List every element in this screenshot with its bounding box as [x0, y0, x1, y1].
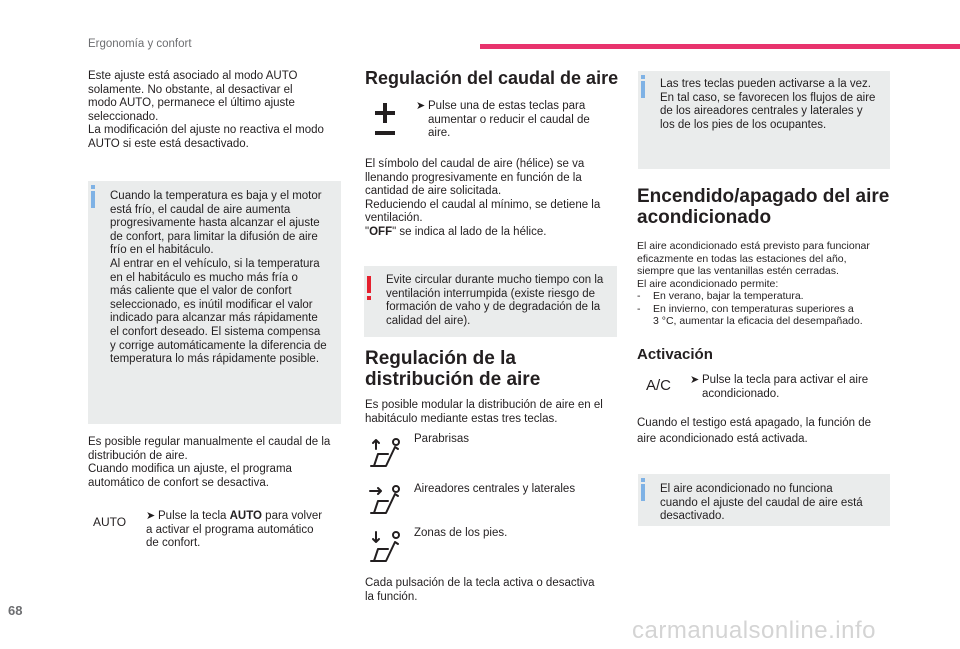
warning-box-text: Evite circular durante mucho tiempo con la ventilación interrumpida (existe riesgo de formación de vaho y de degradación de la calidad del aire).: [386, 274, 604, 327]
feet-distribution-icon[interactable]: [368, 530, 402, 569]
info-box-three-keys-text: Las tres teclas pueden activarse a la vez. En tal caso, se favorecen los flujos de aire de los aireadores centrales y laterales y los de los pies de los ocupantes.: [660, 78, 876, 131]
distribution-description: Es posible modular la distribución de aire en el habitáculo mediante estas tres teclas.: [365, 399, 603, 425]
arrow-bullet-icon: ➤: [416, 100, 426, 112]
auto-mode-intro-text: Este ajuste está asociado al modo AUTO solamente. No obstante, al desactivar el modo AUTO, permanece el último ajuste seleccionado. La modificación del ajuste no reactiva el modo AUTO si este está desactivado.: [88, 70, 324, 150]
ac-bullet-list: - En verano, bajar la temperatura. - En invierno, con temperaturas superiores a 3 °C, aumentar la eficacia del desempañado.: [637, 290, 863, 328]
info-icon: [641, 484, 645, 501]
option-feet: Zonas de los pies.: [414, 527, 508, 539]
windscreen-distribution-icon[interactable]: [368, 437, 402, 474]
info-box-text: Cuando la temperatura es baja y el motor está frío, el caudal de aire aumenta progresivamente hasta alcanzar el ajuste de confort, para limitar la difusión de aire frío en el habitáculo. Al entrar en el vehículo, si la temperatura en el habitáculo es mucho más fría o más caliente que el valor de confort seleccionado, es inútil modificar el valor indicado para alcanzar más rápidamente el confort deseado. El sistema compensa y corrige automáticamente la diferencia de temperatura lo más rápidamente posible.: [110, 190, 327, 366]
header-section-title: Ergonomía y confort: [88, 38, 192, 50]
heading-ac-on-off: Encendido/apagado del aire acondicionado: [637, 186, 890, 228]
heading-activation: Activación: [637, 346, 713, 363]
option-vents: Aireadores centrales y laterales: [414, 483, 576, 495]
distribution-footer: Cada pulsación de la tecla activa o desactiva la función.: [365, 577, 595, 603]
flow-decrease-icon[interactable]: [375, 131, 395, 135]
header-accent-bar: [480, 44, 960, 49]
manual-regulation-text: Es posible regular manualmente el caudal de la distribución de aire. Cuando modifica un ajuste, el programa automático de confort se desactiva.: [88, 436, 331, 489]
info-box-ac-disabled: [638, 474, 890, 526]
warning-icon: [367, 276, 371, 293]
info-box-ac-disabled-text: El aire acondicionado no funciona cuando el ajuste del caudal de aire está desactivado.: [660, 483, 863, 523]
ac-note: Cuando el testigo está apagado, la función de aire acondicionado está activada.: [637, 417, 872, 445]
auto-key-instruction: ➤ Pulse la tecla AUTO para volver a activar el programa automático de confort.: [146, 510, 323, 550]
heading-air-distribution: Regulación de la distribución de aire: [365, 348, 541, 390]
flow-instruction: ➤ Pulse una de estas teclas para aumentar o reducir el caudal de aire.: [416, 100, 590, 140]
vents-distribution-icon[interactable]: [368, 484, 402, 521]
info-icon: [91, 191, 95, 208]
ac-description: El aire acondicionado está previsto para funcionar eficazmente en todas las estaciones del año, siempre que las ventanillas estén cerradas. El aire acondicionado permite:: [637, 240, 870, 290]
heading-air-flow: Regulación del caudal de aire: [365, 68, 619, 88]
arrow-bullet-icon: ➤: [690, 374, 700, 386]
flow-description: El símbolo del caudal de aire (hélice) se va llenando progresivamente en función de la cantidad de aire solicitada. Reduciendo el caudal al mínimo, se detiene la ventilación. "OFF" se indica al lado de la hélice.: [365, 158, 601, 238]
info-box-cold-engine: [88, 181, 341, 424]
warning-box-ventilation: [364, 266, 617, 337]
info-box-three-keys: [638, 71, 890, 169]
info-icon: [641, 81, 645, 98]
flow-increase-icon[interactable]: [375, 103, 395, 123]
option-windscreen: Parabrisas: [414, 433, 469, 445]
ac-key-label[interactable]: A/C: [646, 377, 672, 394]
watermark: carmanualsonline.info: [632, 617, 876, 644]
arrow-bullet-icon: ➤: [146, 510, 156, 522]
ac-key-instruction: ➤ Pulse la tecla para activar el aire acondicionado.: [690, 374, 869, 400]
auto-key-label[interactable]: AUTO: [93, 515, 127, 529]
page-number: 68: [8, 603, 23, 618]
